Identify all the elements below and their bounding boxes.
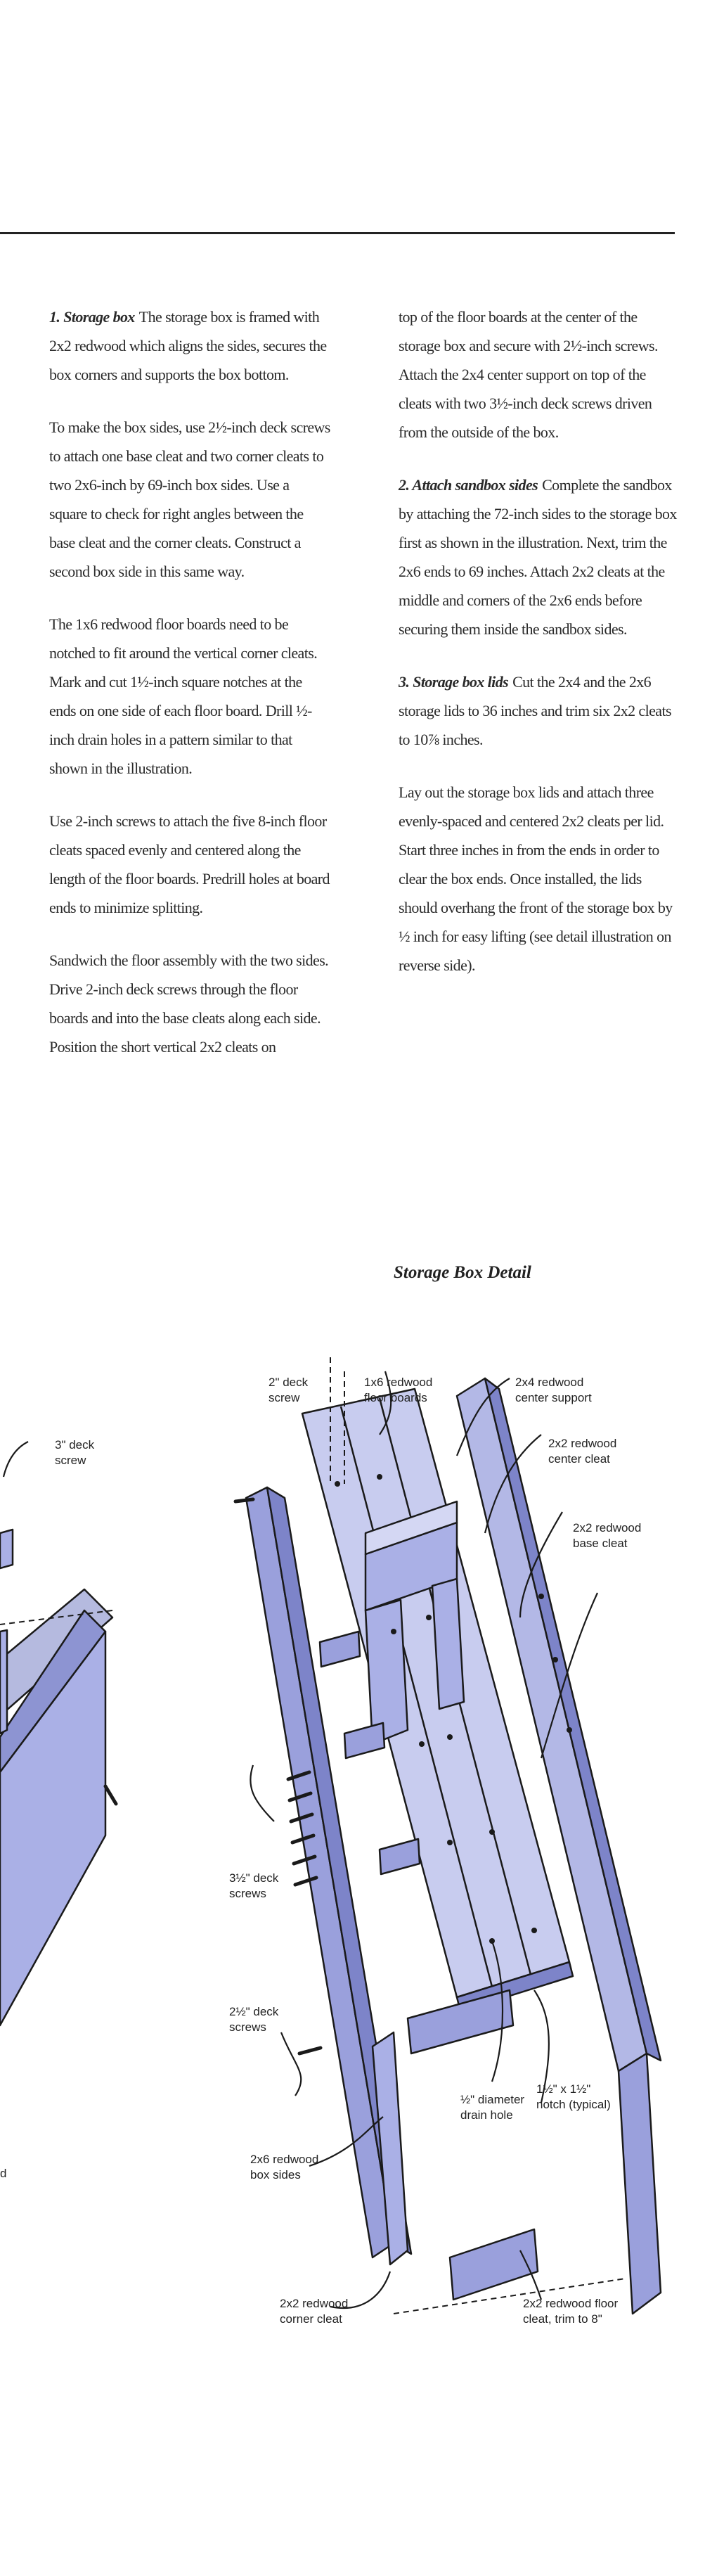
header-rule bbox=[0, 232, 675, 234]
left-text-column bbox=[49, 302, 330, 1085]
callout-floor-boards: 1x6 redwood floor boards bbox=[364, 1376, 433, 1404]
step-heading-sandbox-sides: 2. Attach sandbox sides bbox=[399, 476, 538, 494]
callout-edge-fragment: d bbox=[0, 2167, 7, 2180]
right-text-column bbox=[399, 302, 680, 1004]
callout-drain-hole: ½" diameter drain hole bbox=[460, 2093, 525, 2122]
figure-title: Storage Box Detail bbox=[394, 1263, 531, 1282]
callout-center-cleat: 2x2 redwood center cleat bbox=[548, 1437, 617, 1466]
callout-deck-screws-2-5: 2½" deck screws bbox=[229, 2005, 279, 2034]
callout-notch: 1½" x 1½" notch (typical) bbox=[536, 2082, 611, 2111]
paragraph-box-sides: To make the box sides, use 2½-inch deck screws to attach one base cleat and two corner cleats to two 2x6-inch by 69-inch box sides. Use a square to check for right angles between the base cleat and the corner cleats. Construct a second box side in this same way. bbox=[49, 418, 330, 580]
paragraph-lids-layout: Lay out the storage box lids and attach three evenly-spaced and centered 2x2 cleats per lid. Start three inches in from the ends in order to clear the box ends. Once installed, the lids should overhang the front of the storage box by ½ inch for easy lifting (see detail illustration on reverse side). bbox=[399, 783, 673, 974]
step-heading-storage-box: 1. Storage box bbox=[49, 308, 135, 326]
callout-corner-cleat: 2x2 redwood corner cleat bbox=[280, 2297, 349, 2326]
paragraph-sandwich: Sandwich the floor assembly with the two sides. Drive 2-inch deck screws through the floor boards and into the base cleats along each side. Position the short vertical 2x2 cleats on bbox=[49, 951, 329, 1056]
callout-deck-screws-3-5: 3½" deck screws bbox=[229, 1871, 279, 1900]
paragraph-lids-cut: 3. Storage box lids Cut the 2x4 and the 2x6 storage lids to 36 inches and trim six 2x2 cleats to 10⅞ inches. bbox=[399, 673, 671, 748]
paragraph-floor-cleats: Use 2-inch screws to attach the five 8-inch floor cleats spaced evenly and centered along the length of the floor boards. Predrill holes at board ends to minimize splitting. bbox=[49, 812, 330, 916]
storage-box-illustration bbox=[0, 1308, 705, 2576]
callout-2in-screw: 2" deck screw bbox=[269, 1376, 309, 1404]
callout-center-support: 2x4 redwood center support bbox=[515, 1376, 592, 1404]
paragraph-center-support: top of the floor boards at the center of the storage box and secure with 2½-inch screws. Attach the 2x4 center support on top of the cleats with two 3½-inch deck screws driven from the outside of the box. bbox=[399, 308, 658, 441]
callout-floor-cleat: 2x2 redwood floor cleat, trim to 8" bbox=[523, 2297, 619, 2326]
callout-3in-screw: 3" deck screw bbox=[55, 1438, 95, 1467]
paragraph-floor-boards: The 1x6 redwood floor boards need to be notched to fit around the vertical corner cleats. Mark and cut 1½-inch square notches at the ends on one side of each floor board. Drill ½-inch drain holes in a pattern similar to that shown in the illustration. bbox=[49, 615, 318, 777]
paragraph-storage-box: 1. Storage box The storage box is framed with 2x2 redwood which aligns the sides, secures the box corners and supports the box bottom. bbox=[49, 308, 327, 383]
paragraph-sandbox-sides: 2. Attach sandbox sides Complete the sandbox by attaching the 72-inch sides to the storage box first as shown in the illustration. Next, trim the 2x6 ends to 69 inches. Attach 2x2 cleats at the middle and corners of the 2x6 ends before securing them inside the sandbox sides. bbox=[399, 476, 677, 638]
callout-box-sides: 2x6 redwood box sides bbox=[250, 2153, 319, 2181]
step-heading-lids: 3. Storage box lids bbox=[399, 673, 509, 691]
callout-base-cleat: 2x2 redwood base cleat bbox=[573, 1521, 642, 1550]
